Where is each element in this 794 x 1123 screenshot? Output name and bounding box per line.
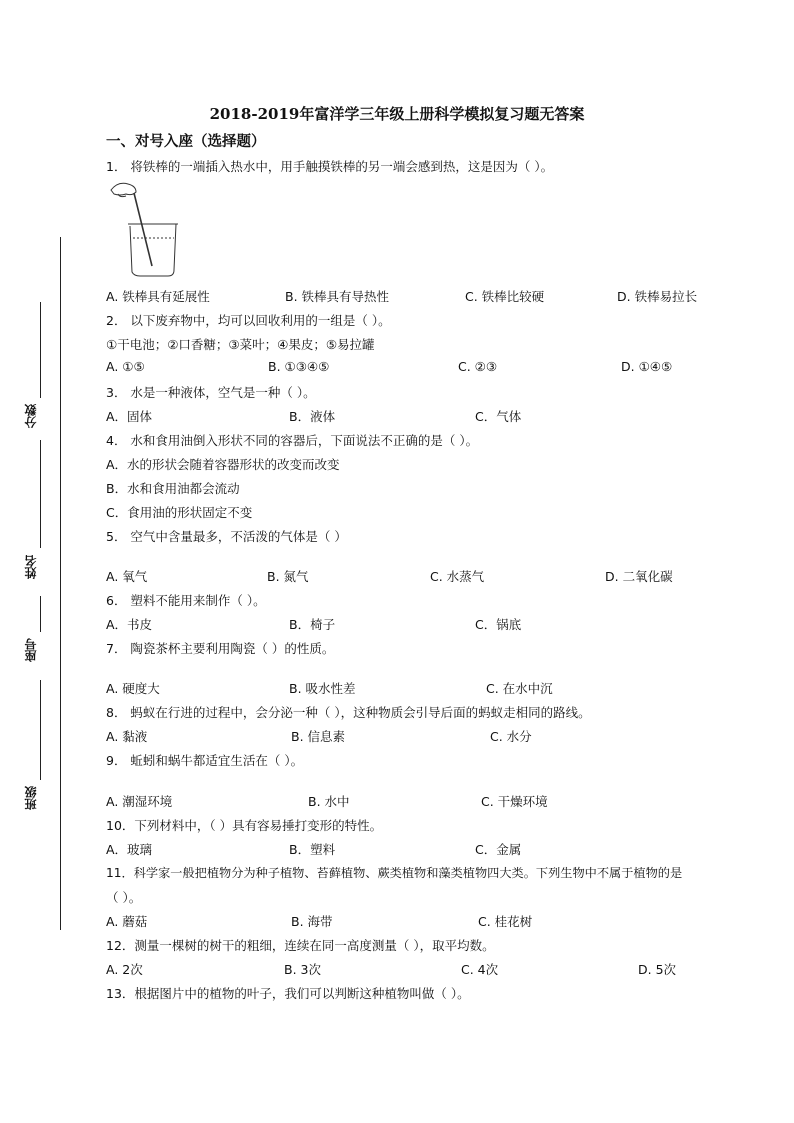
q10-option-c[interactable]: C．金属	[475, 842, 522, 857]
q1-option-b[interactable]: B. 铁棒具有导热性	[285, 289, 390, 304]
name-label: 姓名	[24, 555, 38, 579]
q3-option-c[interactable]: C．气体	[475, 409, 522, 424]
q5-option-a[interactable]: A. 氧气	[106, 569, 148, 584]
q2-option-c[interactable]: C. ②③	[458, 359, 498, 374]
q4-option-b[interactable]: B．水和食用油都会流动	[106, 481, 240, 496]
score-label: 分数	[24, 404, 38, 428]
q9-option-a[interactable]: A. 潮湿环境	[106, 794, 173, 809]
beaker-outline	[130, 224, 176, 276]
q4-option-c[interactable]: C．食用油的形状固定不变	[106, 505, 253, 520]
q2-option-d[interactable]: D. ①④⑤	[621, 359, 673, 374]
question-13-stem: 13．根据图片中的植物的叶子，我们可以判断这种植物叫做（ ）。	[106, 986, 470, 1001]
score-fill-line	[40, 302, 41, 398]
q11-option-a[interactable]: A. 蘑菇	[106, 914, 148, 929]
seat-label: 座号	[24, 638, 38, 662]
q6-option-c[interactable]: C．锅底	[475, 617, 522, 632]
q11-option-c[interactable]: C. 桂花树	[478, 914, 533, 929]
q2-option-a[interactable]: A. ①⑤	[106, 359, 145, 374]
question-5-stem: 5． 空气中含量最多，不活泼的气体是（ ）	[106, 529, 347, 544]
q6-option-b[interactable]: B．椅子	[289, 617, 336, 632]
q9-option-c[interactable]: C. 干燥环境	[481, 794, 548, 809]
question-8-stem: 8． 蚂蚁在行进的过程中，会分泌一种（ ），这种物质会引导后面的蚂蚁走相同的路线。	[106, 705, 591, 720]
question-2-stem: 2． 以下废弃物中，均可以回收利用的一组是（ ）。	[106, 313, 391, 328]
beaker-with-rod-illustration	[106, 178, 186, 278]
question-11-stem-continued: （ ）。	[106, 890, 142, 905]
q8-option-b[interactable]: B. 信息素	[291, 729, 346, 744]
q10-option-a[interactable]: A．玻璃	[106, 842, 153, 857]
q12-option-c[interactable]: C. 4次	[461, 962, 499, 977]
q12-option-b[interactable]: B. 3次	[284, 962, 321, 977]
q2-option-b[interactable]: B. ①③④⑤	[268, 359, 330, 374]
q9-option-b[interactable]: B. 水中	[308, 794, 350, 809]
question-2-items: ①干电池；②口香糖；③菜叶；④果皮；⑤易拉罐	[106, 337, 375, 352]
hand-shape	[111, 183, 136, 195]
name-fill-line	[40, 440, 41, 548]
binding-margin-line	[60, 237, 61, 930]
q1-option-a[interactable]: A. 铁棒具有延展性	[106, 289, 210, 304]
q7-option-c[interactable]: C. 在水中沉	[486, 681, 553, 696]
question-3-stem: 3． 水是一种液体，空气是一种（ ）。	[106, 385, 316, 400]
question-6-stem: 6． 塑料不能用来制作（ ）。	[106, 593, 266, 608]
q12-option-a[interactable]: A. 2次	[106, 962, 143, 977]
q8-option-a[interactable]: A. 黏液	[106, 729, 148, 744]
q6-option-a[interactable]: A．书皮	[106, 617, 153, 632]
class-fill-line	[40, 680, 41, 780]
q3-option-a[interactable]: A．固体	[106, 409, 153, 424]
q4-option-a[interactable]: A．水的形状会随着容器形状的改变而改变	[106, 457, 340, 472]
q5-option-d[interactable]: D. 二氧化碳	[605, 569, 673, 584]
question-12-stem: 12．测量一棵树的树干的粗细，连续在同一高度测量（ ），取平均数。	[106, 938, 495, 953]
question-9-stem: 9． 蚯蚓和蜗牛都适宜生活在（ ）。	[106, 753, 304, 768]
q8-option-c[interactable]: C. 水分	[490, 729, 532, 744]
seat-fill-line	[40, 596, 41, 632]
question-10-stem: 10．下列材料中，（ ）具有容易捶打变形的特性。	[106, 818, 383, 833]
document-title: 2018-2019年富洋学三年级上册科学模拟复习题无答案	[209, 105, 585, 123]
q10-option-b[interactable]: B．塑料	[289, 842, 336, 857]
question-11-stem: 11．科学家一般把植物分为种子植物、苔藓植物、蕨类植物和藻类植物四大类。下列生物中不属于植物的是	[106, 866, 683, 880]
question-4-stem: 4． 水和食用油倒入形状不同的容器后，下面说法不正确的是（ ）。	[106, 433, 479, 448]
q1-option-c[interactable]: C. 铁棒比较硬	[465, 289, 545, 304]
question-7-stem: 7． 陶瓷茶杯主要利用陶瓷（ ）的性质。	[106, 641, 335, 656]
iron-rod	[134, 193, 152, 266]
section-heading: 一、对号入座（选择题）	[106, 134, 266, 150]
q12-option-d[interactable]: D. 5次	[638, 962, 677, 977]
q5-option-c[interactable]: C. 水蒸气	[430, 569, 485, 584]
class-label: 班级	[24, 786, 38, 810]
q7-option-b[interactable]: B. 吸水性差	[289, 681, 356, 696]
q7-option-a[interactable]: A. 硬度大	[106, 681, 160, 696]
q11-option-b[interactable]: B. 海带	[291, 914, 333, 929]
q5-option-b[interactable]: B. 氮气	[267, 569, 309, 584]
q1-option-d[interactable]: D. 铁棒易拉长	[617, 289, 698, 304]
question-1-stem: 1． 将铁棒的一端插入热水中，用手触摸铁棒的另一端会感到热，这是因为（ ）。	[106, 159, 554, 174]
q3-option-b[interactable]: B．液体	[289, 409, 336, 424]
